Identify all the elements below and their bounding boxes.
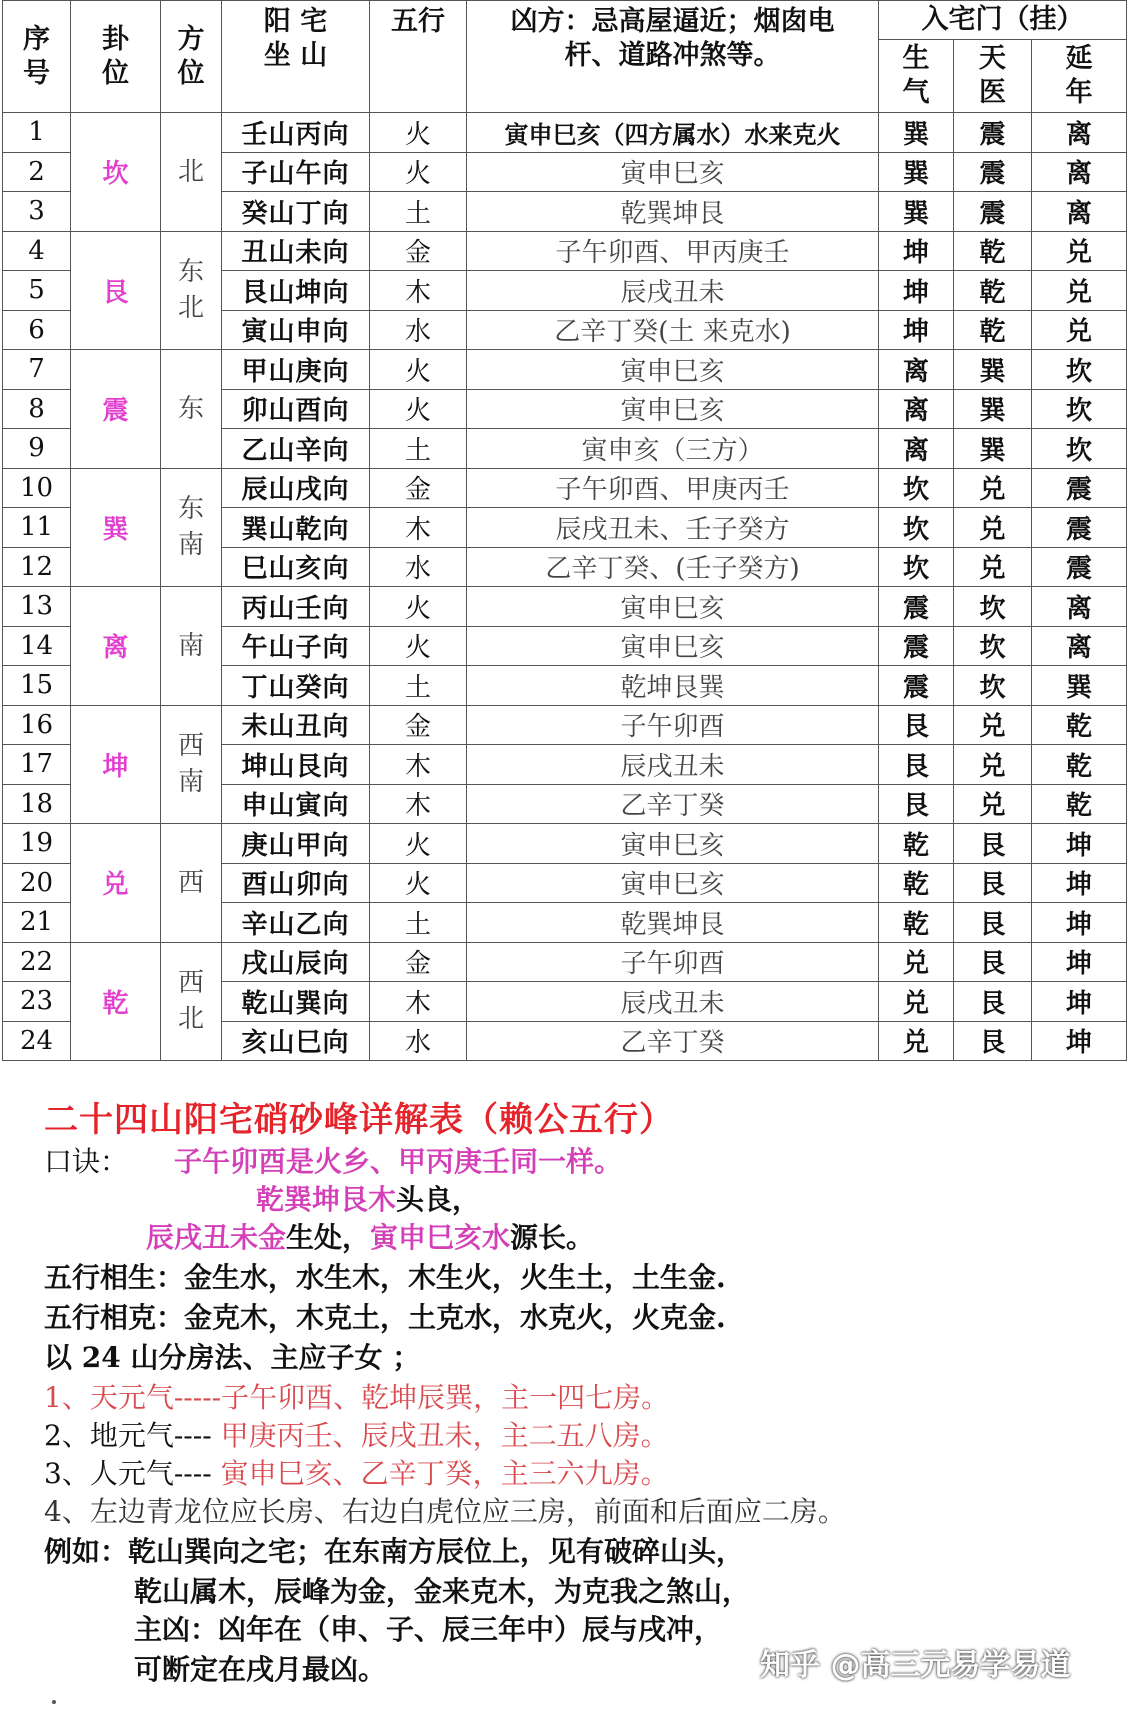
trigram-cell: 艮: [71, 231, 161, 350]
mountain-cell: 辰山戌向: [222, 468, 370, 508]
tianyi-cell: 巽: [954, 389, 1032, 429]
shengqi-cell: 乾: [879, 824, 954, 864]
yannian-cell: 震: [1032, 547, 1127, 587]
row-number: 19: [3, 824, 71, 864]
tianyi-cell: 艮: [954, 863, 1032, 903]
tianyi-cell: 乾: [954, 231, 1032, 271]
table-body: [3, 113, 1127, 1061]
mountain-cell: 丙山壬向: [222, 587, 370, 627]
dot-mark: [52, 1700, 56, 1704]
tianyi-cell: 巽: [954, 429, 1032, 469]
yannian-cell: 巽: [1032, 666, 1127, 706]
yannian-cell: 坤: [1032, 1021, 1127, 1061]
shengqi-cell: 坤: [879, 310, 954, 350]
mountain-cell: 癸山丁向: [222, 192, 370, 232]
shengqi-cell: 坤: [879, 271, 954, 311]
xiong-cell: 寅申巳亥: [467, 152, 879, 192]
wuxing-cell: 土: [370, 666, 467, 706]
shengqi-cell: 坎: [879, 468, 954, 508]
shengqi-cell: 兑: [879, 1021, 954, 1061]
diyuan-label: 2、地元气----: [44, 1419, 212, 1452]
shengqi-cell: 巽: [879, 152, 954, 192]
direction-cell: 东 北: [161, 231, 222, 350]
mountain-cell: 戌山辰向: [222, 942, 370, 982]
yannian-cell: 离: [1032, 192, 1127, 232]
direction-cell: 东: [161, 350, 222, 469]
trigram-cell: 坎: [71, 113, 161, 232]
tianyi-cell: 艮: [954, 903, 1032, 943]
mountain-cell: 未山丑向: [222, 705, 370, 745]
xiong-cell: 寅申巳亥: [467, 350, 879, 390]
table-row: [3, 587, 1127, 627]
renyuan-text: 寅申巳亥、乙辛丁癸，主三六九房。: [211, 1457, 669, 1490]
xiong-cell: 乙辛丁癸、(壬子癸方): [467, 547, 879, 587]
row-number: 5: [3, 271, 71, 311]
shengqi-cell: 离: [879, 429, 954, 469]
koujue-line-1: [44, 1140, 622, 1180]
xiong-cell: 子午卯酉、甲庚丙壬: [467, 468, 879, 508]
mountain-cell: 壬山丙向: [222, 113, 370, 153]
tianyi-cell: 震: [954, 192, 1032, 232]
mountain-cell: 丁山癸向: [222, 666, 370, 706]
tianyi-cell: 震: [954, 113, 1032, 153]
example-line-2: 乾山属木，辰峰为金，金来克木，为克我之煞山，: [134, 1575, 751, 1608]
xiong-cell: 乙辛丁癸: [467, 1021, 879, 1061]
xiong-cell: 子午卯酉: [467, 942, 879, 982]
wuxing-sheng: 五行相生：金生水，水生木，木生火，火生土，土生金.: [44, 1261, 726, 1294]
row-number: 3: [3, 192, 71, 232]
row-number: 9: [3, 429, 71, 469]
shengqi-cell: 巽: [879, 192, 954, 232]
tianyi-cell: 乾: [954, 271, 1032, 311]
direction-cell: 东 南: [161, 468, 222, 587]
mountain-cell: 午山子向: [222, 626, 370, 666]
row-number: 17: [3, 745, 71, 785]
renyuan-label: 3、人元气----: [44, 1457, 212, 1490]
fenfang-line: 以 24 山分房法、主应子女 ；: [44, 1341, 421, 1374]
xiong-cell: 乾巽坤艮: [467, 903, 879, 943]
row-number: 15: [3, 666, 71, 706]
table-row: [3, 942, 1127, 982]
direction-cell: 西: [161, 824, 222, 943]
tianyi-cell: 兑: [954, 705, 1032, 745]
xiong-cell: 寅申亥（三方）: [467, 429, 879, 469]
xiong-cell: 辰戌丑未、壬子癸方: [467, 508, 879, 548]
row-number: 12: [3, 547, 71, 587]
xiong-cell: 乙辛丁癸: [467, 784, 879, 824]
koujue-text-2b: 头良，: [396, 1183, 481, 1216]
mountain-cell: 辛山乙向: [222, 903, 370, 943]
row-number: 16: [3, 705, 71, 745]
shengqi-cell: 离: [879, 389, 954, 429]
koujue-text-1: 子午卯酉是火乡、甲丙庚壬同一样。: [174, 1145, 623, 1178]
xiong-cell: 乙辛丁癸(土 来克水): [467, 310, 879, 350]
xiong-cell: 寅申巳亥: [467, 587, 879, 627]
xiong-cell: 寅申巳亥: [467, 863, 879, 903]
mountain-cell: 庚山甲向: [222, 824, 370, 864]
koujue-text-3a: 辰戌丑未金: [146, 1221, 287, 1254]
yannian-cell: 坎: [1032, 350, 1127, 390]
tianyi-cell: 艮: [954, 1021, 1032, 1061]
header-tianyi: 天 医: [954, 40, 1032, 113]
tianyi-cell: 震: [954, 152, 1032, 192]
xiong-cell: 子午卯酉、甲丙庚壬: [467, 231, 879, 271]
wuxing-cell: 木: [370, 784, 467, 824]
yannian-cell: 坎: [1032, 429, 1127, 469]
header-xiong: 凶方：忌高屋逼近；烟囱电杆、道路冲煞等。: [467, 1, 879, 113]
wuxing-cell: 木: [370, 982, 467, 1022]
direction-cell: 西 北: [161, 942, 222, 1061]
tianyuan-line: 1、天元气-----子午卯酉、乾坤辰巽，主一四七房。: [44, 1381, 670, 1414]
tianyi-cell: 兑: [954, 508, 1032, 548]
tianyi-cell: 艮: [954, 982, 1032, 1022]
yannian-cell: 坤: [1032, 903, 1127, 943]
mountain-cell: 乙山辛向: [222, 429, 370, 469]
mountain-cell: 子山午向: [222, 152, 370, 192]
mountain-cell: 亥山巳向: [222, 1021, 370, 1061]
xiong-cell: 乾坤艮巽: [467, 666, 879, 706]
xiong-cell: 乾巽坤艮: [467, 192, 879, 232]
tianyi-cell: 艮: [954, 942, 1032, 982]
yannian-cell: 兑: [1032, 310, 1127, 350]
yannian-cell: 震: [1032, 468, 1127, 508]
wuxing-cell: 火: [370, 389, 467, 429]
shengqi-cell: 乾: [879, 903, 954, 943]
row-number: 7: [3, 350, 71, 390]
tianyi-cell: 兑: [954, 784, 1032, 824]
koujue-line-3: [146, 1216, 594, 1256]
shengqi-cell: 艮: [879, 784, 954, 824]
wuxing-cell: 火: [370, 152, 467, 192]
row-number: 2: [3, 152, 71, 192]
row-number: 6: [3, 310, 71, 350]
tianyi-cell: 坎: [954, 666, 1032, 706]
mountain-cell: 甲山庚向: [222, 350, 370, 390]
trigram-cell: 离: [71, 587, 161, 706]
wuxing-cell: 水: [370, 310, 467, 350]
koujue-label: 口诀：: [44, 1145, 129, 1178]
yannian-cell: 坤: [1032, 982, 1127, 1022]
wuxing-cell: 火: [370, 863, 467, 903]
table-row: [3, 231, 1127, 271]
shengqi-cell: 坎: [879, 508, 954, 548]
wuxing-cell: 火: [370, 626, 467, 666]
direction-cell: 南: [161, 587, 222, 706]
table-row: [3, 468, 1127, 508]
row-number: 14: [3, 626, 71, 666]
yannian-cell: 乾: [1032, 705, 1127, 745]
yannian-cell: 离: [1032, 626, 1127, 666]
yannian-cell: 兑: [1032, 271, 1127, 311]
tianyi-cell: 艮: [954, 824, 1032, 864]
wuxing-ke: 五行相克：金克木，木克土，土克水，水克火，火克金.: [44, 1301, 726, 1334]
direction-cell: 北: [161, 113, 222, 232]
shengqi-cell: 坤: [879, 231, 954, 271]
example-line-3: 主凶：凶年在（申、子、辰三年中）辰与戌冲，: [134, 1613, 723, 1646]
header-shengqi: 生 气: [879, 40, 954, 113]
row-number: 11: [3, 508, 71, 548]
header-door: 入宅门（挂）: [879, 1, 1127, 40]
yannian-cell: 乾: [1032, 784, 1127, 824]
row-number: 10: [3, 468, 71, 508]
mountain-cell: 申山寅向: [222, 784, 370, 824]
tianyi-cell: 乾: [954, 310, 1032, 350]
renyuan-line: [44, 1452, 669, 1492]
xiong-cell: 寅申巳亥: [467, 389, 879, 429]
trigram-cell: 坤: [71, 705, 161, 824]
shengqi-cell: 震: [879, 666, 954, 706]
diyuan-line: [44, 1414, 669, 1454]
table-row: [3, 113, 1127, 153]
koujue-text-3c: 寅申巳亥水: [370, 1221, 511, 1254]
xiong-cell: 辰戌丑未: [467, 982, 879, 1022]
mountain-cell: 坤山艮向: [222, 745, 370, 785]
trigram-cell: 兑: [71, 824, 161, 943]
example-line-1: 例如：乾山巽向之宅；在东南方辰位上，见有破碎山头，: [44, 1535, 745, 1568]
wuxing-cell: 木: [370, 745, 467, 785]
row-number: 1: [3, 113, 71, 153]
yannian-cell: 坤: [1032, 942, 1127, 982]
tianyi-cell: 兑: [954, 468, 1032, 508]
wuxing-cell: 水: [370, 547, 467, 587]
xiong-cell: 辰戌丑未: [467, 745, 879, 785]
yannian-cell: 乾: [1032, 745, 1127, 785]
trigram-cell: 乾: [71, 942, 161, 1061]
diyuan-text: 甲庚丙壬、辰戌丑未，主二五八房。: [211, 1419, 669, 1452]
shengqi-cell: 兑: [879, 942, 954, 982]
mountain-cell: 丑山未向: [222, 231, 370, 271]
shengqi-cell: 离: [879, 350, 954, 390]
xiong-cell: 寅申巳亥: [467, 626, 879, 666]
row-number: 8: [3, 389, 71, 429]
row-number: 24: [3, 1021, 71, 1061]
wuxing-cell: 木: [370, 271, 467, 311]
yannian-cell: 坤: [1032, 824, 1127, 864]
table-row: [3, 705, 1127, 745]
mountain-cell: 乾山巽向: [222, 982, 370, 1022]
shengqi-cell: 巽: [879, 113, 954, 153]
yannian-cell: 坤: [1032, 863, 1127, 903]
wuxing-cell: 木: [370, 508, 467, 548]
shengqi-cell: 乾: [879, 863, 954, 903]
yannian-cell: 离: [1032, 587, 1127, 627]
wuxing-cell: 水: [370, 1021, 467, 1061]
row-number: 22: [3, 942, 71, 982]
xiong-cell: 辰戌丑未: [467, 271, 879, 311]
wuxing-cell: 金: [370, 705, 467, 745]
trigram-cell: 震: [71, 350, 161, 469]
xiong-cell: 寅申巳亥（四方属水）水来克火: [467, 113, 879, 153]
wuxing-cell: 土: [370, 429, 467, 469]
mountain-cell: 酉山卯向: [222, 863, 370, 903]
qinglong-line: 4、左边青龙位应长房、右边白虎位应三房，前面和后面应二房。: [44, 1495, 846, 1528]
shengqi-cell: 艮: [879, 745, 954, 785]
tianyi-cell: 巽: [954, 350, 1032, 390]
shengqi-cell: 兑: [879, 982, 954, 1022]
tianyi-cell: 坎: [954, 626, 1032, 666]
row-number: 21: [3, 903, 71, 943]
wuxing-cell: 金: [370, 231, 467, 271]
wuxing-cell: 金: [370, 942, 467, 982]
table-row: [3, 350, 1127, 390]
mountain-cell: 巳山亥向: [222, 547, 370, 587]
xiong-cell: 寅申巳亥: [467, 824, 879, 864]
row-number: 13: [3, 587, 71, 627]
row-number: 23: [3, 982, 71, 1022]
yannian-cell: 震: [1032, 508, 1127, 548]
header-gua: 卦 位: [71, 1, 161, 113]
yannian-cell: 兑: [1032, 231, 1127, 271]
wuxing-cell: 火: [370, 350, 467, 390]
yannian-cell: 离: [1032, 113, 1127, 153]
example-line-4: 可断定在戌月最凶。: [134, 1653, 387, 1686]
koujue-line-2: [256, 1178, 480, 1218]
shengqi-cell: 艮: [879, 705, 954, 745]
koujue-text-2a: 乾巽坤艮木: [256, 1183, 397, 1216]
tianyi-cell: 兑: [954, 745, 1032, 785]
shengqi-cell: 震: [879, 587, 954, 627]
zhihu-watermark: 知乎 @高三元易学易道: [760, 1648, 1071, 1683]
wuxing-cell: 金: [370, 468, 467, 508]
notes-title: 二十四山阳宅硝砂峰详解表（赖公五行）: [44, 1100, 674, 1140]
header-seq: 序 号: [3, 1, 71, 113]
trigram-cell: 巽: [71, 468, 161, 587]
mountain-cell: 艮山坤向: [222, 271, 370, 311]
wuxing-cell: 火: [370, 113, 467, 153]
wuxing-cell: 土: [370, 903, 467, 943]
xiong-cell: 子午卯酉: [467, 705, 879, 745]
wuxing-cell: 土: [370, 192, 467, 232]
wuxing-cell: 火: [370, 824, 467, 864]
row-number: 4: [3, 231, 71, 271]
mountain-cell: 寅山申向: [222, 310, 370, 350]
mountain-cell: 巽山乾向: [222, 508, 370, 548]
header-wuxing: 五行: [370, 1, 467, 113]
header-mountain: 阳 宅 坐 山: [222, 1, 370, 113]
yannian-cell: 离: [1032, 152, 1127, 192]
wuxing-cell: 火: [370, 587, 467, 627]
koujue-text-3b: 生处，: [286, 1221, 371, 1254]
tianyi-cell: 兑: [954, 547, 1032, 587]
row-number: 18: [3, 784, 71, 824]
shengqi-cell: 坎: [879, 547, 954, 587]
mountain-table: [2, 0, 1127, 1061]
shengqi-cell: 震: [879, 626, 954, 666]
table-row: [3, 824, 1127, 864]
mountain-cell: 卯山酉向: [222, 389, 370, 429]
direction-cell: 西 南: [161, 705, 222, 824]
header-direction: 方 位: [161, 1, 222, 113]
koujue-text-3d: 源长。: [510, 1221, 595, 1254]
tianyi-cell: 坎: [954, 587, 1032, 627]
row-number: 20: [3, 863, 71, 903]
header-yannian: 延 年: [1032, 40, 1127, 113]
yannian-cell: 坎: [1032, 389, 1127, 429]
